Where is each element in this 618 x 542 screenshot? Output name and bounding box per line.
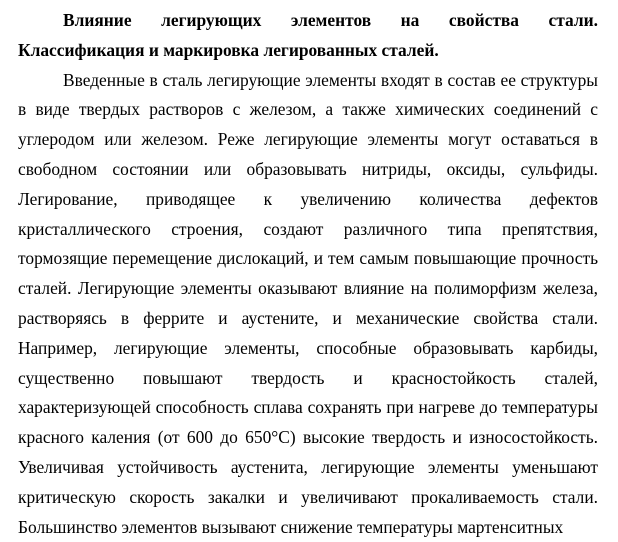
heading-line-2: Классификация и маркировка легированных сталей. [18, 39, 439, 60]
heading-line-1: Влияние легирующих элементов на свойства стали. [63, 10, 598, 30]
body-paragraph: Введенные в сталь легирующие элементы входят в состав ее структуры в виде твердых растворов с железом, а также химических соединений с углеродом или железом. Реже легирующие элементы могут оставаться в свободном состоянии или образовывать нитриды, оксиды, сульфиды. Легирование, приводящее к увеличению количества дефектов кристаллического строения, создают различного типа препятствия, тормозящие перемещение дислокаций, и тем самым повышающие прочность сталей. Легирующие элементы оказывают влияние на полиморфизм железа, растворяясь в феррите и аустените, и механические свойства стали. Например, легирующие элементы, способные образовывать карбиды, существенно повышают твердость и красностойкость сталей, характеризующей способность сплава сохранять при нагреве до температуры красного каления (от 600 до 650°С) высокие твердость и износостойкость. Увеличивая устойчивость аустенита, легирующие элементы уменьшают критическую скорость закалки и увеличивают прокаливаемость стали. Большинство элементов вызывают снижение температуры мартенситных [18, 69, 598, 537]
document-heading [18, 6, 598, 66]
document-page [18, 6, 598, 542]
